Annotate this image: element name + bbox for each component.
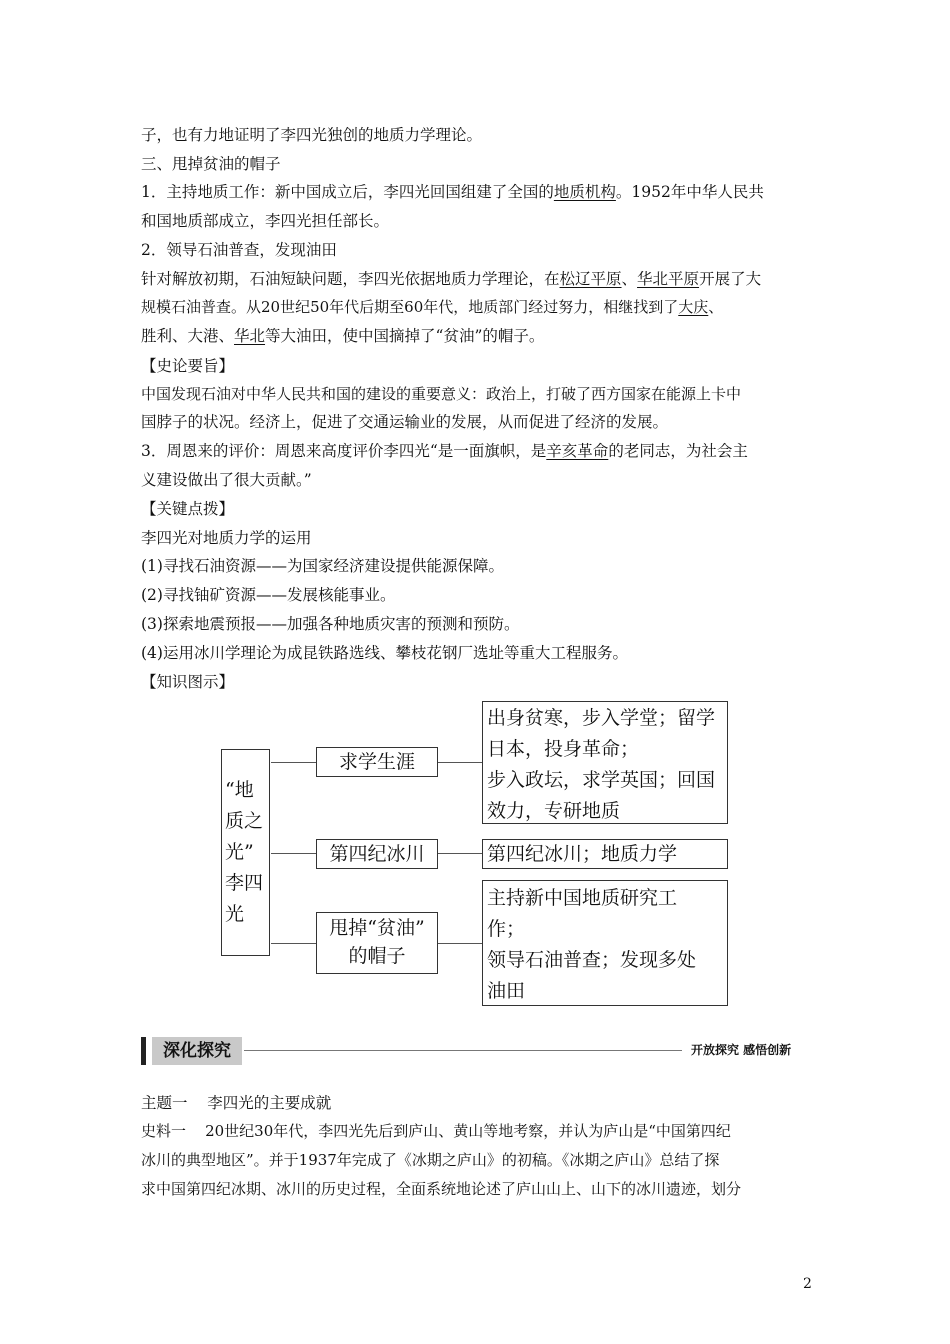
section-divider bbox=[244, 1050, 682, 1051]
text-line: 史料一 20世纪30年代，李四光先后到庐山、黄山等地考察，并认为庐山是“中国第四纪 bbox=[141, 1122, 731, 1140]
detail-box-oil bbox=[482, 880, 728, 1006]
text-span: 胜利、大港、 bbox=[141, 327, 235, 345]
detail-text: 步入政坛，求学英国；回国 bbox=[487, 769, 716, 791]
underlined-term: 大庆 bbox=[678, 298, 709, 316]
branch-label: 求学生涯 bbox=[338, 751, 415, 773]
text-span: 3．周恩来的评价：周恩来高度评价李四光“是一面旗帜，是 bbox=[141, 442, 547, 460]
list-item: (2)寻找铀矿资源——发展核能事业。 bbox=[141, 586, 396, 604]
bracket-heading: 【关键点拨】 bbox=[141, 500, 235, 518]
underlined-term: 华北 bbox=[234, 327, 266, 345]
detail-text: 作； bbox=[487, 918, 526, 940]
text-line: 冰川的典型地区”。并于1937年完成了《冰期之庐山》的初稿。《冰期之庐山》总结了探 bbox=[141, 1151, 720, 1169]
text-span: 的老同志，为社会主 bbox=[608, 442, 748, 460]
branch-box-oil bbox=[316, 912, 438, 974]
connector-line bbox=[271, 853, 316, 854]
mindmap-root bbox=[221, 749, 270, 956]
text-line bbox=[141, 441, 813, 461]
text-span: 规模石油普查。从20世纪50年代后期至60年代，地质部门经过努力，相继找到了 bbox=[141, 298, 679, 316]
text-line bbox=[141, 326, 813, 346]
section-title: 深化探究 bbox=[152, 1037, 242, 1065]
underlined-term: 松辽平原 bbox=[559, 270, 622, 288]
text-line: 中国发现石油对中华人民共和国的建设的重要意义：政治上，打破了西方国家在能源上卡中 bbox=[141, 385, 742, 403]
topic-heading: 主题一 李四光的主要成就 bbox=[141, 1094, 332, 1112]
root-text: 李四 bbox=[225, 872, 264, 894]
text-span: 。1952年中华人民共 bbox=[615, 183, 764, 201]
detail-text: 主持新中国地质研究工 bbox=[487, 887, 678, 909]
text-span: 开展了大 bbox=[699, 270, 762, 288]
text-line: 求中国第四纪冰期、冰川的历史过程，全面系统地论述了庐山山上、山下的冰川遗迹，划分 bbox=[141, 1180, 742, 1198]
text-line: 2．领导石油普查，发现油田 bbox=[141, 241, 337, 259]
text-line bbox=[141, 297, 813, 317]
connector-line bbox=[271, 762, 316, 763]
text-line: 国脖子的状况。经济上，促进了交通运输业的发展，从而促进了经济的发展。 bbox=[141, 413, 669, 431]
section-banner-bar bbox=[141, 1037, 146, 1065]
bracket-heading: 【知识图示】 bbox=[141, 673, 235, 691]
text-span: 等大油田，使中国摘掉了“贫油”的帽子。 bbox=[265, 327, 545, 345]
root-text: “地 bbox=[225, 779, 254, 801]
root-text: 光” bbox=[225, 841, 254, 863]
text-line bbox=[141, 269, 813, 289]
underlined-term: 辛亥革命 bbox=[546, 442, 609, 460]
branch-box-glacier bbox=[316, 839, 438, 869]
text-span: 1．主持地质工作：新中国成立后，李四光回国组建了全国的 bbox=[141, 183, 554, 201]
underlined-term: 华北平原 bbox=[637, 270, 700, 288]
connector-line bbox=[438, 853, 482, 854]
detail-text: 第四纪冰川；地质力学 bbox=[487, 843, 678, 865]
detail-text: 日本，投身革命； bbox=[487, 738, 640, 760]
text-line: 李四光对地质力学的运用 bbox=[141, 529, 312, 547]
list-item: (3)探索地震预报——加强各种地质灾害的预测和预防。 bbox=[141, 615, 520, 633]
detail-text: 油田 bbox=[487, 980, 526, 1002]
text-line bbox=[141, 182, 813, 202]
detail-box-study bbox=[482, 701, 728, 824]
section-heading: 三、甩掉贫油的帽子 bbox=[141, 155, 281, 173]
text-line: 子，也有力地证明了李四光独创的地质力学理论。 bbox=[141, 126, 483, 144]
connector-line bbox=[271, 943, 316, 944]
branch-box-study bbox=[316, 747, 438, 777]
text-span: 、 bbox=[621, 270, 638, 288]
list-item: (4)运用冰川学理论为成昆铁路选线、攀枝花钢厂选址等重大工程服务。 bbox=[141, 644, 628, 662]
section-tagline: 开放探究 感悟创新 bbox=[691, 1043, 792, 1057]
connector-line bbox=[438, 943, 482, 944]
detail-text: 出身贫寒，步入学堂；留学 bbox=[487, 707, 716, 729]
text-line: 和国地质部成立，李四光担任部长。 bbox=[141, 212, 390, 230]
text-line: 义建设做出了很大贡献。” bbox=[141, 471, 312, 489]
branch-label: 第四纪冰川 bbox=[329, 843, 425, 865]
detail-text: 领导石油普查；发现多处 bbox=[487, 949, 697, 971]
bracket-heading: 【史论要旨】 bbox=[141, 357, 235, 375]
page-number: 2 bbox=[803, 1276, 812, 1292]
text-span: 、 bbox=[708, 298, 724, 316]
root-text: 质之 bbox=[225, 810, 264, 832]
list-item: (1)寻找石油资源——为国家经济建设提供能源保障。 bbox=[141, 557, 504, 575]
branch-label: 的帽子 bbox=[348, 945, 406, 967]
underlined-term: 地质机构 bbox=[553, 183, 616, 201]
detail-text: 效力，专研地质 bbox=[487, 800, 621, 822]
text-span: 针对解放初期，石油短缺问题，李四光依据地质力学理论，在 bbox=[141, 270, 560, 288]
branch-label: 甩掉“贫油” bbox=[329, 917, 425, 939]
detail-box-glacier bbox=[482, 839, 728, 869]
root-text: 光 bbox=[225, 903, 245, 925]
connector-line bbox=[438, 762, 482, 763]
